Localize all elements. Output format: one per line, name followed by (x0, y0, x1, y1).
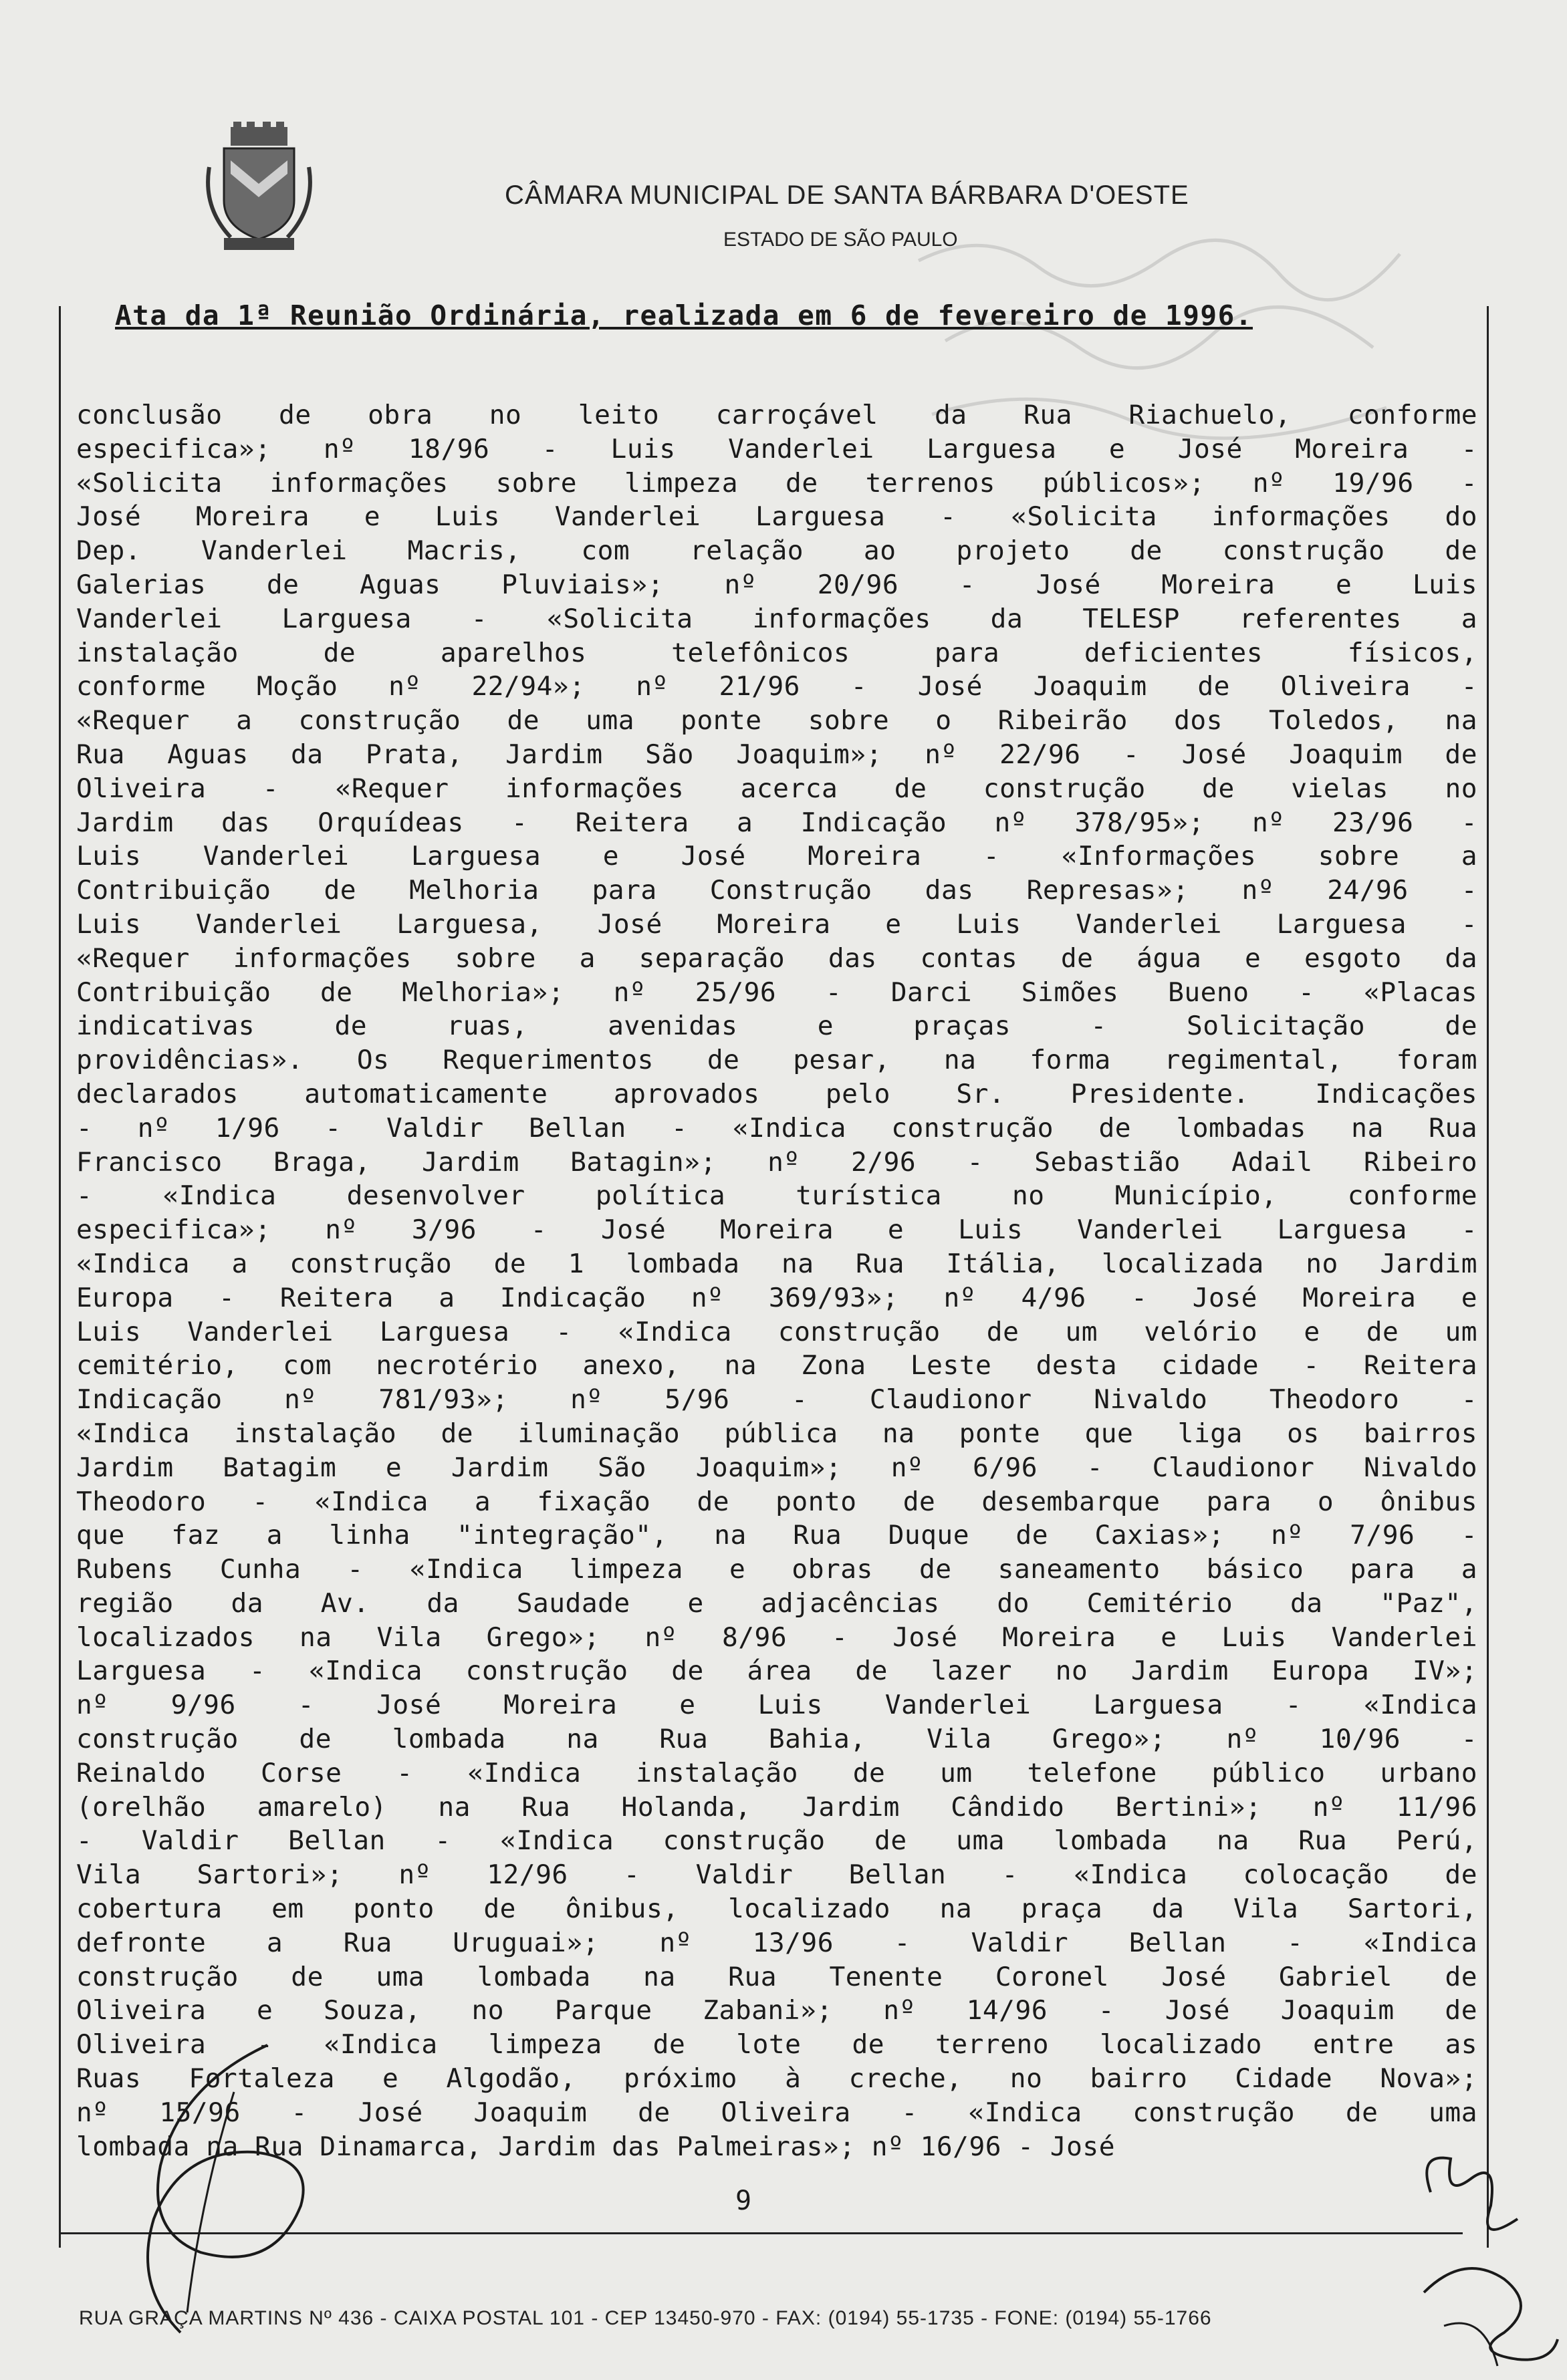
municipal-coat-of-arms-icon (204, 120, 314, 254)
text-line: Jardim das Orquídeas - Reitera a Indicação nº 378/95»; nº 23/96 - (76, 807, 1477, 838)
text-line: conforme Moção nº 22/94»; nº 21/96 - José Joaquim de Oliveira - (76, 671, 1477, 702)
text-line: Vila Sartori»; nº 12/96 - Valdir Bellan - «Indica colocação de (76, 1859, 1477, 1891)
right-margin-rule (1487, 306, 1489, 2248)
text-line: especifica»; nº 18/96 - Luis Vanderlei Larguesa e José Moreira - (76, 433, 1477, 465)
text-line: indicativas de ruas, avenidas e praças - Solicitação de (76, 1011, 1477, 1042)
text-line: Galerias de Aguas Pluviais»; nº 20/96 - José Moreira e Luis (76, 569, 1477, 600)
text-line: Ruas Fortaleza e Algodão, próximo à creche, no bairro Cidade Nova»; (76, 2063, 1477, 2095)
text-line: - Valdir Bellan - «Indica construção de uma lombada na Rua Perú, (76, 1825, 1477, 1857)
text-line: Rua Aguas da Prata, Jardim São Joaquim»; nº 22/96 - José Joaquim de (76, 739, 1477, 770)
signature-left (100, 2032, 321, 2339)
text-line: Oliveira - «Requer informações acerca de construção de vielas no (76, 773, 1477, 804)
text-line: José Moreira e Luis Vanderlei Larguesa - «Solicita informações do (76, 501, 1477, 533)
state-name: ESTADO DE SÃO PAULO (723, 229, 958, 251)
text-line: Contribuição de Melhoria para Construção das Represas»; nº 24/96 - (76, 875, 1477, 906)
text-line: «Requer informações sobre a separação das contas de água e esgoto da (76, 942, 1477, 974)
page-number: 9 (735, 2186, 752, 2216)
text-line: cobertura em ponto de ônibus, localizado na praça da Vila Sartori, (76, 1893, 1477, 1925)
text-line: «Requer a construção de uma ponte sobre o Ribeirão dos Toledos, na (76, 705, 1477, 737)
text-line: Larguesa - «Indica construção de área de lazer no Jardim Europa IV»; (76, 1656, 1477, 1687)
text-line: nº 15/96 - José Joaquim de Oliveira - «Indica construção de uma (76, 2097, 1477, 2128)
text-line: especifica»; nº 3/96 - José Moreira e Luis Vanderlei Larguesa - (76, 1214, 1477, 1246)
text-line: (orelhão amarelo) na Rua Holanda, Jardim Cândido Bertini»; nº 11/96 (76, 1791, 1477, 1823)
text-line: «Indica a construção de 1 lombada na Rua Itália, localizada no Jardim (76, 1248, 1477, 1279)
text-line: Oliveira e Souza, no Parque Zabani»; nº 14/96 - José Joaquim de (76, 1995, 1477, 2026)
text-line: Luis Vanderlei Larguesa - «Indica construção de um velório e de um (76, 1316, 1477, 1347)
text-line: defronte a Rua Uruguai»; nº 13/96 - Valdir Bellan - «Indica (76, 1927, 1477, 1958)
text-line: Luis Vanderlei Larguesa e José Moreira - «Informações sobre a (76, 841, 1477, 872)
text-line: «Indica instalação de iluminação pública na ponte que liga os bairros (76, 1418, 1477, 1449)
text-line: Rubens Cunha - «Indica limpeza e obras de saneamento básico para a (76, 1554, 1477, 1585)
text-line: - nº 1/96 - Valdir Bellan - «Indica construção de lombadas na Rua (76, 1112, 1477, 1144)
text-line: Francisco Braga, Jardim Batagin»; nº 2/96 - Sebastião Adail Ribeiro (76, 1146, 1477, 1178)
text-line: Jardim Batagim e Jardim São Joaquim»; nº 6/96 - Claudionor Nivaldo (76, 1452, 1477, 1483)
text-line: Indicação nº 781/93»; nº 5/96 - Claudionor Nivaldo Theodoro - (76, 1384, 1477, 1416)
minutes-body (76, 398, 1477, 2163)
text-line: Vanderlei Larguesa - «Solicita informações da TELESP referentes a (76, 603, 1477, 634)
footer-address: RUA GRAÇA MARTINS Nº 436 - CAIXA POSTAL 101 - CEP 13450-970 - FAX: (0194) 55-1735 - FONE: (0194) 55-1766 (79, 2307, 1212, 2329)
text-line: construção de uma lombada na Rua Tenente Coronel José Gabriel de (76, 1961, 1477, 1992)
left-margin-rule (59, 306, 61, 2248)
text-line: nº 9/96 - José Moreira e Luis Vanderlei Larguesa - «Indica (76, 1690, 1477, 1721)
text-line: lombada na Rua Dinamarca, Jardim das Palmeiras»; nº 16/96 - José (76, 2131, 1115, 2162)
text-line: Theodoro - «Indica a fixação de ponto de desembarque para o ônibus (76, 1486, 1477, 1517)
text-line: Luis Vanderlei Larguesa, José Moreira e Luis Vanderlei Larguesa - (76, 908, 1477, 940)
text-line: conclusão de obra no leito carroçável da Rua Riachuelo, conforme (76, 400, 1477, 430)
text-line: localizados na Vila Grego»; nº 8/96 - José Moreira e Luis Vanderlei (76, 1621, 1477, 1653)
text-line: - «Indica desenvolver política turística no Município, conforme (76, 1180, 1477, 1212)
text-line: providências». Os Requerimentos de pesar, na forma regimental, foram (76, 1045, 1477, 1076)
text-line: «Solicita informações sobre limpeza de terrenos públicos»; nº 19/96 - (76, 467, 1477, 499)
text-line: que faz a linha "integração", na Rua Duque de Caxias»; nº 7/96 - (76, 1520, 1477, 1551)
text-line: Dep. Vanderlei Macris, com relação ao projeto de construção de (76, 535, 1477, 567)
text-line: instalação de aparelhos telefônicos para deficientes físicos, (76, 637, 1477, 668)
text-line: cemitério, com necrotério anexo, na Zona Leste desta cidade - Reitera (76, 1350, 1477, 1381)
minutes-title: Ata da 1ª Reunião Ordinária, realizada em 6 de fevereiro de 1996. (115, 299, 1253, 332)
institution-name: CÂMARA MUNICIPAL DE SANTA BÁRBARA D'OESTE (505, 180, 1189, 210)
text-line: Europa - Reitera a Indicação nº 369/93»; nº 4/96 - José Moreira e (76, 1282, 1477, 1313)
signature-right (1404, 2139, 1564, 2380)
text-line: região da Av. da Saudade e adjacências do Cemitério da "Paz", (76, 1587, 1477, 1619)
text-line: declarados automaticamente aprovados pelo Sr. Presidente. Indicações (76, 1078, 1477, 1109)
text-line: Reinaldo Corse - «Indica instalação de um telefone público urbano (76, 1757, 1477, 1789)
text-line: Contribuição de Melhoria»; nº 25/96 - Darci Simões Bueno - «Placas (76, 976, 1477, 1008)
text-line: Oliveira - «Indica limpeza de lote de terreno localizado entre as (76, 2029, 1477, 2061)
text-line: construção de lombada na Rua Bahia, Vila Grego»; nº 10/96 - (76, 1724, 1477, 1755)
